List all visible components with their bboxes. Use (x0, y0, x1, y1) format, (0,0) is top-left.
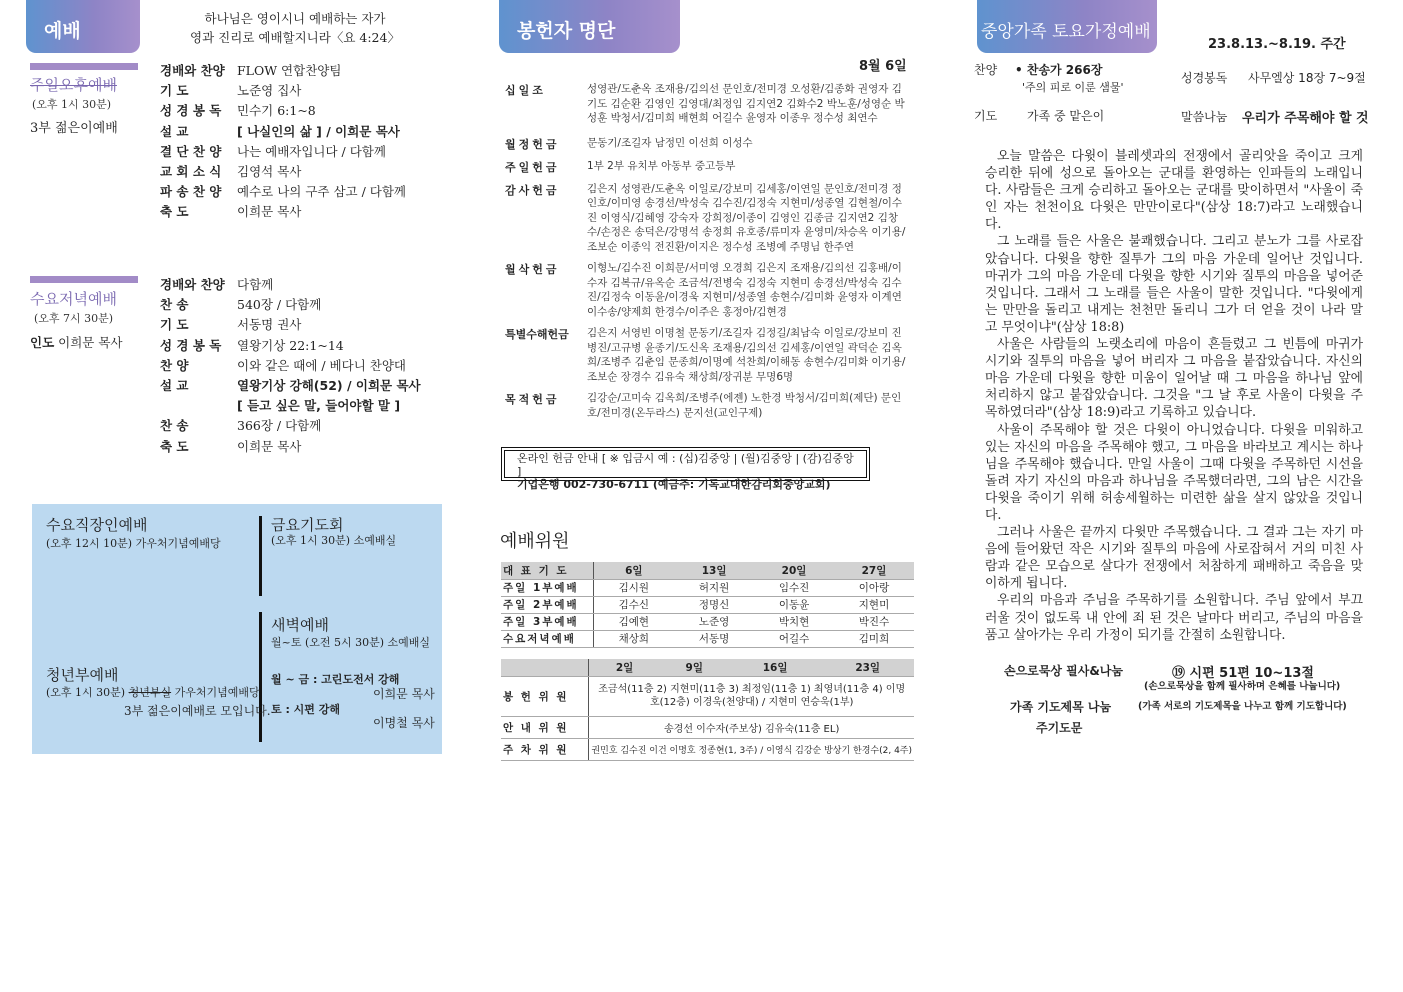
friday-prayer-sub: (오후 1시 30분) 소예배실 (271, 534, 397, 547)
box-divider-bottom (259, 612, 262, 742)
leader-name: 이희문 목사 (58, 335, 123, 350)
family-worship-tab-label: 중앙가족 토요가정예배 (981, 22, 1151, 42)
essay-paragraph: 그 노래를 들은 사울은 불쾌했습니다. 그리고 분노가 그를 사로잡았습니다. 다윗을 향한 질투가 그의 마음 가운데 일어난 것입니다. 마귀가 그의 마음 가운데 다윗을 향한 시기와 질투의 마음을 넣어준 것입니다. 그래서 그 노래를 들은 사울이 말한 것입니다. "다윗에게는 만만을 돌리고 내게는 천천만 돌리니 그가 더 얻을 것이 나라 말고 무엇이냐"(삼상 18:8) (985, 234, 1363, 335)
wednesday-section-bar (30, 276, 138, 283)
leader-label: 인도 (30, 335, 55, 350)
lords-prayer: 주기도문 (1036, 721, 1083, 735)
copy-meditation-value: ⑲ 시편 51편 10~13절 (1172, 666, 1314, 681)
order-row: 설 교 [ 나실인의 삶 ] / 이희문 목사 (160, 123, 400, 139)
order-row: 찬 양 이와 같은 때에 / 베다니 찬양대 (160, 357, 406, 373)
dawn-weekday-preacher: 이희문 목사 (373, 687, 435, 701)
verse-line-2: 영과 진리로 예배할지니라〈요 4:24〉 (190, 30, 400, 45)
verse-line-1: 하나님은 영이시니 예배하는 자가 (204, 11, 386, 26)
youth-service-sub: (오후 1시 30분) 청년부실 가우처기념예배당 (46, 686, 260, 699)
volunteer-table (501, 659, 914, 761)
sunday-service-note: 3부 젊은이예배 (30, 121, 118, 136)
family-worship-tab (977, 0, 1157, 53)
wednesday-order (160, 274, 421, 456)
order-row: 찬 송 366장 / 다함께 (160, 418, 322, 434)
table-row: 주일 3부예배 김예현 노준영 박치현 박진수 (501, 613, 914, 630)
prayer-label: 기도 (974, 109, 998, 123)
youth-service-title: 청년부예배 (46, 666, 119, 684)
hymn-title: '주의 피로 이룬 샘물' (1022, 81, 1124, 94)
order-row: 기 도 서동명 권사 (160, 317, 302, 333)
offering-tab (499, 0, 680, 53)
table-header-row: 대 표 기 도 6일 13일 20일 27일 (501, 562, 914, 579)
order-row: [ 듣고 싶은 말, 들어야할 말 ] (237, 398, 401, 414)
sunday-service-title: 주일오후예배 (30, 76, 117, 94)
youth-service-note: 3부 젊은이예배로 모입니다. (124, 704, 271, 718)
order-row: 파 송 찬 양 예수로 나의 구주 삼고 / 다함께 (160, 184, 406, 200)
family-prayer-label: 가족 기도제목 나눔 (1010, 700, 1112, 714)
table-row: 봉 헌 위 원 조금석(11층 2) 지현미(11층 3) 최정임(11층 1) 최영녀(11층 4) 이명호(12층) 이경욱(천양대) / 지현미 연승욱(1부) (501, 676, 914, 716)
table-header-row: 2일 9일 16일 23일 (501, 659, 914, 676)
sunday-order (160, 60, 406, 222)
order-row: 결 단 찬 양 나는 예배자입니다 / 다함께 (160, 143, 386, 159)
table-row: 주 차 위 원 권민호 김수진 이건 이명호 정종현(1, 3주) / 이영식 김강순 방상기 한경수(2, 4주) (501, 738, 914, 760)
sunday-service-time: (오후 1시 30분) (32, 98, 112, 111)
essay-paragraph: 우리의 마음과 주님을 주목하기를 소원합니다. 주님 앞에서 부끄러울 것이 없도록 내 안에 죄 된 것은 날마다 버리고, 주님의 마음을 품고 살아가는 우리 가정이 되기를 간절히 소원합니다. (985, 593, 1363, 643)
essay-paragraph: 오늘 말씀은 다윗이 블레셋과의 전쟁에서 골리앗을 죽이고 크게 승리한 뒤에 성으로 돌아오는 군대를 환영하는 인파들의 노래입니다. 사람들은 크게 승리하고 돌아오는 군대를 맞이하면서 "사울이 죽인 자는 천천이요 다윗은 만만이로다"(삼상 18:7)라고 노래했습니다. (985, 149, 1363, 233)
offering-row: 목적헌금 김강순/고미숙 김옥희/조병주(에젠) 노한경 박청서/김미희(제단) 문인호/전미경(온두라스) 문지선(교인구제) (505, 392, 902, 419)
other-services-box (32, 504, 442, 754)
order-row: 축 도 이희문 목사 (160, 204, 302, 220)
week-period: 23.8.13.~8.19. 주간 (1208, 37, 1346, 52)
order-row: 경배와 찬양 다함께 (160, 277, 274, 293)
worship-tab (26, 0, 140, 53)
family-prayer-sub: (가족 서로의 기도제목을 나누고 함께 기도합니다) (1138, 701, 1347, 712)
dawn-weekday-study: 월 ~ 금 : 고린도전서 강해 (271, 673, 400, 686)
copy-meditation-sub: (손으로묵상을 함께 필사하며 은혜를 나눕니다) (1144, 681, 1341, 692)
order-row: 설 교 열왕기상 강해(52) / 이희문 목사 (160, 378, 421, 394)
essay-paragraph: 사울이 주목해야 할 것은 다윗이 아니었습니다. 다윗을 미워하고 있는 자신의 마음을 주목해야 했고, 그 마음을 바라보고 계시는 하나님을 주목해야 했습니다. 만일 사울이 그때 다윗을 주목하던 시선을 돌려 자기 자신의 마음과 하나님을 주목했더라면, 그의 남은 시간을 다윗을 죽이기 위해 허송세월하는 미련한 삶을 살지 않았을 것입니다. (985, 422, 1363, 523)
friday-prayer-title: 금요기도회 (271, 516, 344, 534)
copy-meditation-label: 손으로묵상 필사&나눔 (1004, 664, 1123, 678)
bible-reading-label: 성경봉독 (1181, 71, 1228, 85)
online-offering-info: 온라인 헌금 안내 [ ※ 입금시 예 : (십)김중앙 | (월)김중앙 | (감)김중앙 ] (517, 452, 854, 478)
prayer-duty-table (501, 562, 914, 648)
sermon-essay (985, 148, 1363, 644)
wednesday-service-time: (오후 7시 30분) (34, 312, 114, 325)
dawn-saturday-preacher: 이명철 목사 (373, 716, 435, 730)
bank-account: 기업은행 002-730-6711 (예금주: 기독교대한감리회중앙교회) (517, 478, 831, 491)
dawn-service-title: 새벽예배 (271, 616, 329, 634)
order-row: 성 경 봉 독 민수기 6:1~8 (160, 103, 316, 119)
offering-row: 감사헌금 김은지 성영관/도춘옥 이일로/강보미 김세홍/이연일 문인호/전미경 정인호/이미영 송경선/박성숙 김수진/김정숙 지현미/성종열 김현철/이수진 이영식/김혜영 강숙자 강희정/이종이 김영인 김종금 김지연2 김창수/손정은 송덕은/강명석 송정희 유호종/류미자 윤영미/차승옥 이기용/조보순 이종익 전진환/이지은 정수성 조병예 주명님 한주연 (505, 182, 906, 253)
essay-paragraph: 사울은 사람들의 노랫소리에 마음이 흔들렸고 그 빈틈에 마귀가 시기와 질투의 마음을 넣어 버리자 그 마음을 붙잡았습니다. 자신의 마음 가운데 다윗을 향한 미움이 일어날 때 그 마음을 하나님 앞에 처리하지 않고 붙잡았습니다. 그것을 "그 날 후로 사울이 다윗을 주목하였더라"(삼상 18:9)라고 기록하고 있습니다. (985, 337, 1363, 421)
sunday-section-bar (30, 63, 138, 70)
table-row: 수요저녁예배 채상희 서동명 어길수 김미희 (501, 630, 914, 647)
order-row: 성 경 봉 독 열왕기상 22:1~14 (160, 337, 344, 353)
order-row: 축 도 이희문 목사 (160, 438, 302, 454)
offering-row: 월삭헌금 이형노/김수진 이희문/서미영 오경희 김은지 조재용/김의선 김홍배/이수자 김복규/유옥순 조금석/전병숙 김정숙 지현미 송경선/박성숙 김수진/김정숙 이동윤/이경욱 지현미/성종열 송현수/김미화 윤영자 이계연 이수송/양제희 한경수/이주은 홍정아/김현경 (505, 262, 902, 318)
word-sharing-label: 말씀나눔 (1181, 110, 1228, 124)
prayer-value: 가족 중 맡은이 (1027, 109, 1105, 123)
table-row: 안 내 위 원 송경선 이수자(주보상) 김유숙(11층 EL) (501, 716, 914, 738)
worker-service-title: 수요직장인예배 (46, 516, 148, 534)
online-offering-box (501, 447, 870, 491)
offering-row: 십일조 성영관/도춘옥 조재용/김의선 문인호/전미경 오성환/김종화 권영자 김기도 김순환 김영인 김영대/최정임 김지연2 김화수2 박노훈/성영순 박성훈 박청서/김미희 배현희 어길수 윤영자 이종우 정수성 최연수 (505, 83, 905, 124)
wednesday-service-title: 수요저녁예배 (30, 290, 117, 308)
dawn-service-sub: 월~토 (오전 5시 30분) 소예배실 (271, 636, 431, 649)
word-sharing-value: 우리가 주목해야 할 것 (1242, 111, 1369, 126)
offering-tab-label: 봉헌자 명단 (517, 20, 616, 42)
table-row: 주일 1부예배 김시원 허지원 임수진 이아랑 (501, 579, 914, 596)
worker-service-sub: (오후 12시 10분) 가우처기념예배당 (46, 537, 221, 550)
offering-row: 월정헌금 문동기/조길자 남정민 이선희 이성수 (505, 136, 753, 151)
committee-title: 예배위원 (500, 531, 570, 552)
offering-list (505, 82, 910, 427)
offering-row: 특별수해헌금 김은지 서영빈 이명철 문동기/조길자 김정길/최남숙 이일로/강보미 진병진/고규병 윤종기/도신옥 조재용/김의선 김세홍/이연일 곽덕순 김옥희/조병주 김춘임 문종희/이명예 석찬희/이해동 송현수/김미화 이기용/조보순 장경수 김유숙 채상희/장귀분 무명6명 (505, 327, 906, 383)
essay-paragraph: 그러나 사울은 끝까지 다윗만 주목했습니다. 그 결과 그는 자기 마음에 들어왔던 작은 시기와 질투의 마음에 사로잡혀서 거의 미친 사람과 같은 모습으로 살다가 전쟁에서 처참하게 패배하고 죽음을 맞이하게 됩니다. (985, 525, 1363, 592)
order-row: 교 회 소 식 김영석 목사 (160, 164, 302, 180)
offering-date: 8월 6일 (859, 59, 907, 74)
bible-reading-value: 사무엘상 18장 7~9절 (1248, 71, 1366, 85)
offering-row: 주일헌금 1부 2부 유치부 아동부 중고등부 (505, 159, 736, 174)
box-divider-top (259, 516, 262, 596)
hymn-value: • 찬송가 266장 (1015, 63, 1103, 77)
order-row: 기 도 노준영 집사 (160, 83, 302, 99)
order-row: 경배와 찬양 FLOW 연합찬양팀 (160, 63, 342, 79)
dawn-saturday-study: 토 : 시편 강해 (271, 703, 341, 716)
wednesday-leader (30, 333, 123, 351)
order-row: 찬 송 540장 / 다함께 (160, 297, 322, 313)
hymn-label: 찬양 (974, 63, 998, 77)
worship-tab-label: 예배 (44, 20, 81, 42)
scripture-verse (160, 9, 430, 47)
table-row: 주일 2부예배 김수신 정명신 이동윤 지현미 (501, 596, 914, 613)
